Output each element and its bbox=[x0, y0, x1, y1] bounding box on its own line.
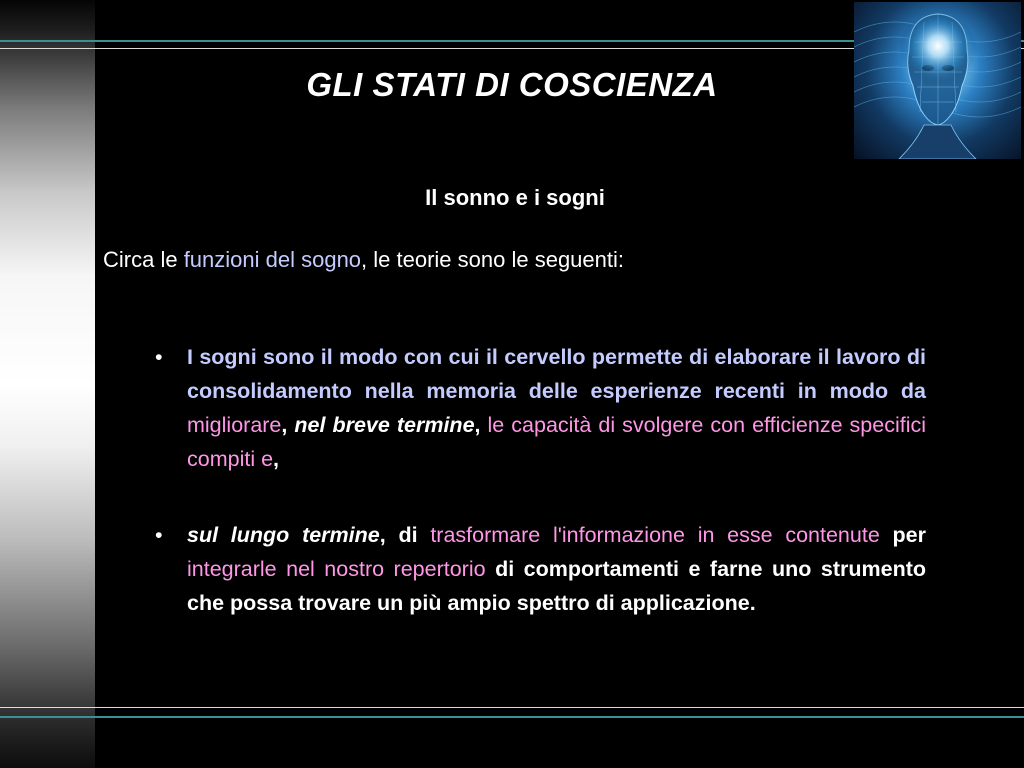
bullet-1-comma-a: , bbox=[281, 413, 295, 437]
bullet-1-breve-termine: nel breve termine bbox=[294, 413, 475, 437]
bullet-2-text-per: per bbox=[879, 523, 926, 547]
bottom-teal-rule bbox=[0, 716, 1024, 718]
bullet-marker: • bbox=[155, 523, 163, 547]
bullet-item-1 bbox=[155, 340, 926, 476]
bullet-1-capacita: le capacità di svolgere con efficienze specifici compiti e bbox=[187, 413, 927, 471]
bullet-list bbox=[155, 340, 926, 620]
bullet-1-text-a: I sogni sono il modo con cui il cervello permette di elaborare il lavoro di consolidamento nella memoria delle esperienze recenti in modo da bbox=[187, 345, 926, 403]
bullet-2-integrarle: integrarle nel nostro repertorio bbox=[187, 557, 486, 581]
slide-title: GLI STATI DI COSCIENZA bbox=[306, 66, 718, 103]
left-gradient-band bbox=[0, 0, 95, 768]
bottom-white-rule bbox=[0, 707, 1024, 708]
intro-line bbox=[103, 247, 624, 273]
bullet-2-text-di: , di bbox=[379, 523, 431, 547]
slide-subtitle: Il sonno e i sogni bbox=[425, 185, 605, 210]
bullet-2-text-end: di comportamenti e farne uno strumento che possa trovare un più ampio spettro di applicazione. bbox=[187, 557, 926, 615]
intro-highlight: funzioni del sogno bbox=[183, 247, 362, 272]
bullet-2-lungo-termine: sul lungo termine bbox=[187, 523, 380, 547]
bullet-1-comma-c: , bbox=[273, 447, 280, 471]
bullet-2-trasformare: trasformare l'informazione in esse contenute bbox=[430, 523, 880, 547]
bullet-1-migliorare: migliorare bbox=[187, 413, 282, 437]
intro-text-before: Circa le bbox=[103, 247, 184, 272]
intro-text-after: , le teorie sono le seguenti: bbox=[361, 247, 624, 272]
bullet-item-2 bbox=[155, 518, 926, 620]
bullet-marker: • bbox=[155, 345, 163, 369]
bullet-1-comma-b: , bbox=[474, 413, 488, 437]
